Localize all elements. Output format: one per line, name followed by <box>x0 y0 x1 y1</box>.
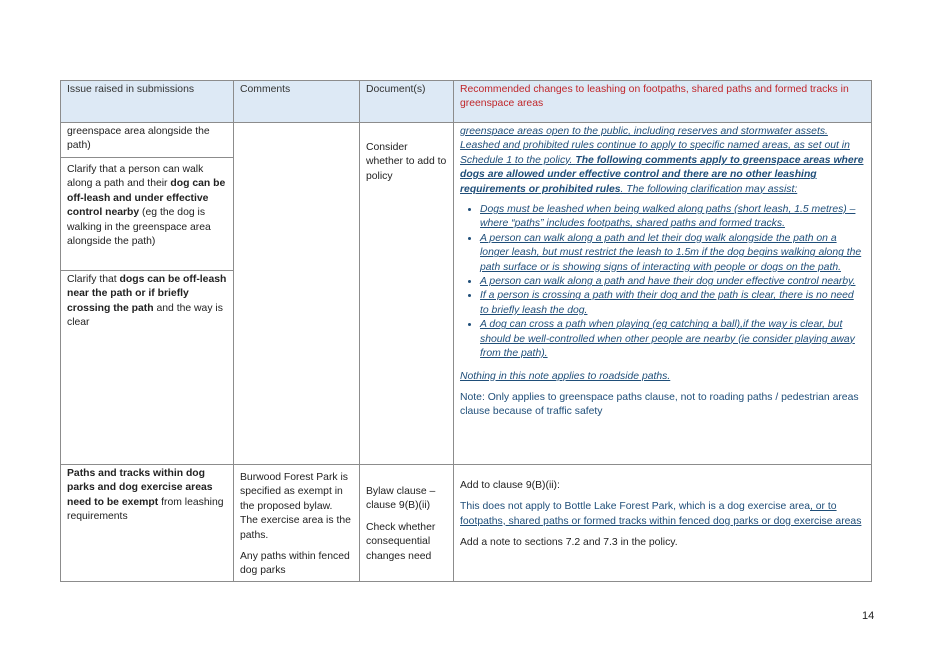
comment-text: Any paths within fenced dog parks <box>240 551 350 577</box>
issue-cell: Clarify that a person can walk along a path and their dog can be off-leash and under effective control nearby (eg the dog is walking in the greenspace area alongside the path) <box>61 158 234 271</box>
header-recommended-changes: Recommended changes to leashing on footpaths, shared paths and formed tracks in greenspace areas <box>454 81 872 123</box>
table-row <box>61 123 872 158</box>
submissions-table <box>60 80 872 582</box>
issue-text: greenspace area alongside the path) <box>67 126 210 152</box>
documents-cell <box>360 123 454 465</box>
documents-text: Bylaw clause – clause 9(B)(ii) <box>366 486 436 512</box>
header-documents: Document(s) <box>360 81 454 123</box>
table-row <box>61 465 872 582</box>
recommendation-cell <box>454 123 872 465</box>
recommendation-intro: greenspace areas open to the public, including reserves and stormwater assets. Leashed and prohibited rules continue to apply to specific named areas, as set out in Schedule 1 to the policy. The following comments apply to greenspace areas where dogs are allowed under effective control and there are no other leashing requirements or prohibited rules. The following clarification may assist: <box>460 126 864 195</box>
comments-cell <box>234 465 360 582</box>
recommendation-text: Add to clause 9(B)(ii): <box>460 480 560 491</box>
recommendation-clause-text: This does not apply to Bottle Lake Forest Park, which is a dog exercise area, or to footpaths, shared paths or formed tracks within fenced dog parks or dog exercise areas <box>460 501 862 527</box>
list-item: • A dog can cross a path when playing (eg catching a ball),if the way is clear, but should be well-controlled when other people are nearby (ie consider playing away from the path). <box>480 318 865 361</box>
recommendation-bullets <box>460 203 865 361</box>
issue-cell: Clarify that dogs can be off-leash near the path or if briefly crossing the path and the way is clear <box>61 271 234 465</box>
documents-text: Consider whether to add to policy <box>366 142 447 182</box>
table-header-row <box>61 81 872 123</box>
documents-text: Check whether consequential changes need <box>366 521 436 562</box>
list-item: • If a person is crossing a path with their dog and the path is clear, there is no need to briefly leash the dog. <box>480 289 865 318</box>
header-comments: Comments <box>234 81 360 123</box>
recommendation-cell <box>454 465 872 582</box>
header-issue: Issue raised in submissions <box>61 81 234 123</box>
recommendation-nothing-note: Nothing in this note applies to roadside paths. <box>460 370 671 382</box>
list-item: • A person can walk along a path and have their dog under effective control nearby. <box>480 275 865 289</box>
documents-cell <box>360 465 454 582</box>
page-number: 14 <box>862 610 875 622</box>
issue-cell: Paths and tracks within dog parks and dog exercise areas need to be exempt from leashing requirements <box>61 465 234 582</box>
issue-cell <box>61 123 234 158</box>
comment-text: Burwood Forest Park is specified as exempt in the proposed bylaw. The exercise area is the paths. <box>240 472 351 541</box>
recommendation-note: Note: Only applies to greenspace paths clause, not to roading paths / pedestrian areas clause because of traffic safety <box>460 391 859 418</box>
comments-cell <box>234 123 360 465</box>
recommendation-text: Add a note to sections 7.2 and 7.3 in the policy. <box>460 537 678 549</box>
list-item: • Dogs must be leashed when being walked along paths (short leash, 1.5 metres) – where “paths” includes footpaths, shared paths and formed tracks. <box>480 203 865 232</box>
list-item: • A person can walk along a path and let their dog walk alongside the path on a longer leash, but must restrict the leash to 1.5m if the dog begins walking along the path surface or is showing signs of interacting with people or dogs on the path. <box>480 232 865 275</box>
